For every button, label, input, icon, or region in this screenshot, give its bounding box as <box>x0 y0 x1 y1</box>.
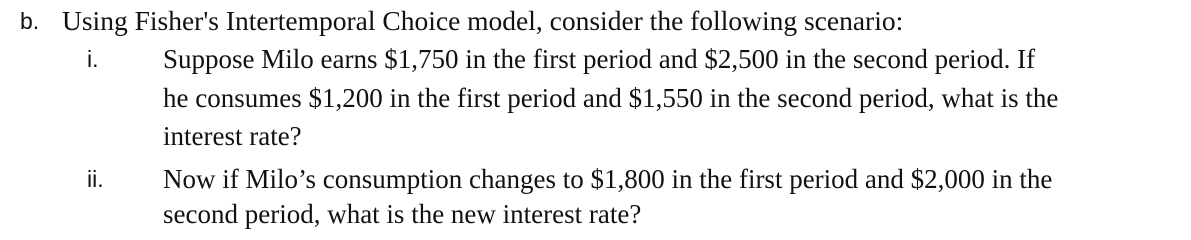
item-ii-line-2: second period, what is the new interest rate? <box>163 199 642 229</box>
item-ii-marker: ii. <box>87 166 104 192</box>
item-i-line-3: interest rate? <box>163 121 302 151</box>
question-label: b. <box>20 8 40 34</box>
item-i-marker: i. <box>87 46 99 72</box>
item-i-line-2: he consumes $1,200 in the first period and $1,550 in the second period, what is the <box>163 83 1059 113</box>
item-ii-line-1: Now if Milo’s consumption changes to $1,800 in the first period and $2,000 in the <box>163 164 1053 194</box>
item-i-line-1: Suppose Milo earns $1,750 in the first period and $2,500 in the second period. If <box>163 44 1036 74</box>
question-intro: Using Fisher's Intertemporal Choice model, consider the following scenario: <box>62 5 904 36</box>
